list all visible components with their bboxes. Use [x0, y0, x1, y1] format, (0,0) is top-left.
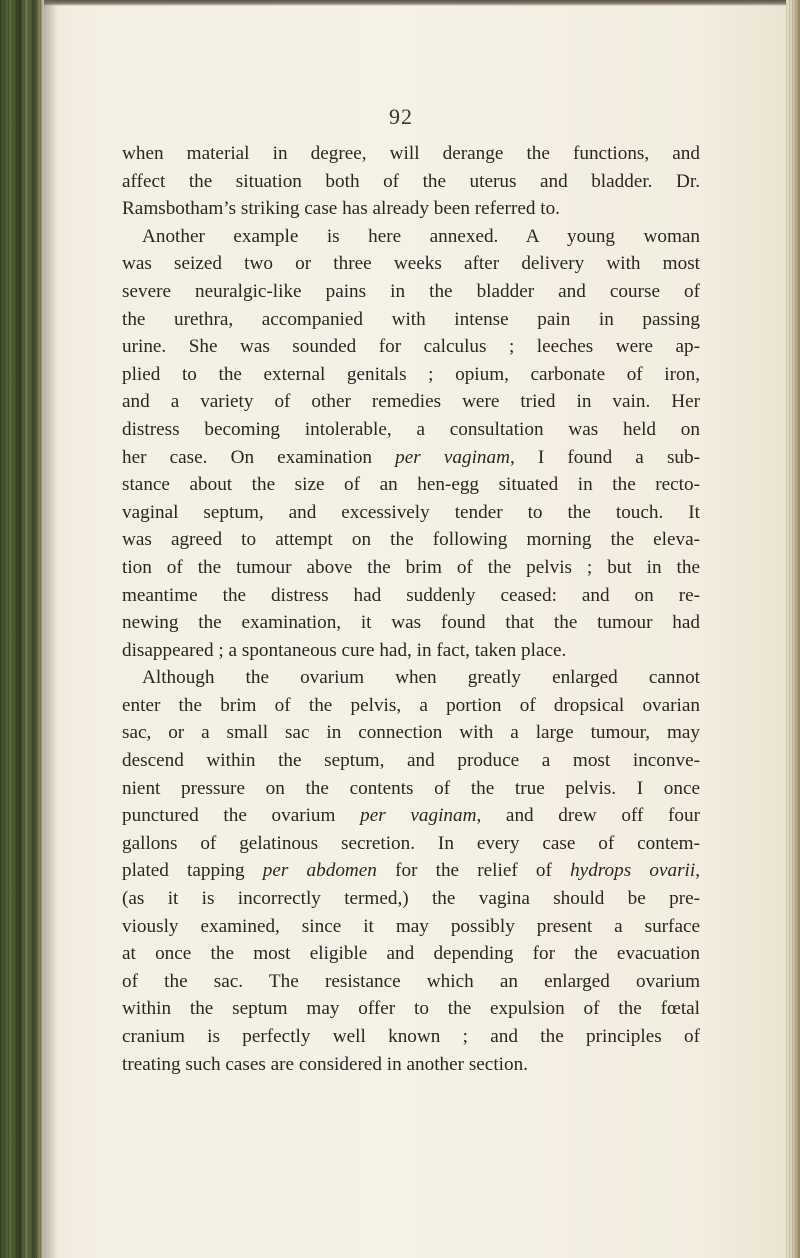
text-line: Although the ovarium when greatly enlarged cannot — [142, 667, 700, 689]
text-line: and a variety of other remedies were tried in vain. Her — [122, 391, 700, 413]
text-line: within the septum may offer to the expulsion of the fœtal — [122, 998, 700, 1020]
text-line: treating such cases are considered in another section. — [122, 1053, 528, 1075]
text-line: stance about the size of an hen-egg situated in the recto- — [122, 474, 700, 496]
text-line: cranium is perfectly well known ; and the principles of — [122, 1026, 700, 1047]
page-stack-edge — [786, 0, 800, 1258]
text-line: viously examined, since it may possibly present a surface — [122, 915, 700, 937]
text-line: her case. On examination per vaginam, I found a sub- — [122, 446, 701, 468]
gutter-shadow — [44, 0, 58, 1258]
text-line: affect the situation both of the uterus and bladder. Dr. — [122, 170, 700, 192]
text-line: Another example is here annexed. A young woman — [142, 225, 700, 247]
book-binding — [0, 0, 44, 1258]
text-line: descend within the septum, and produce a most inconve- — [122, 750, 700, 772]
text-line: disappeared ; a spontaneous cure had, in fact, taken place. — [122, 639, 567, 661]
text-line: enter the brim of the pelvis, a portion of dropsical ovarian — [122, 694, 700, 716]
text-line: distress becoming intolerable, a consultation was held on — [122, 418, 700, 440]
text-line: meantime the distress had suddenly ceased: and on re- — [122, 584, 700, 606]
text-line: sac, or a small sac in connection with a large tumour, may — [122, 722, 700, 744]
text-line: of the sac. The resistance which an enlarged ovarium — [122, 970, 700, 992]
body-text — [122, 140, 700, 1078]
text-line: the urethra, accompanied with intense pain in passing — [122, 308, 700, 330]
text-line: at once the most eligible and depending for the evacuation — [122, 943, 700, 965]
text-line: plied to the external genitals ; opium, carbonate of iron, — [122, 363, 700, 385]
text-line: plated tapping per abdomen for the relief of hydrops ovarii, — [122, 860, 700, 882]
text-line: was seized two or three weeks after delivery with most — [122, 253, 700, 275]
scan-top-edge — [0, 0, 800, 6]
page-number: 92 — [389, 104, 413, 129]
text-line: (as it is incorrectly termed,) the vagina should be pre- — [122, 888, 700, 910]
text-line: gallons of gelatinous secretion. In every case of contem- — [122, 832, 700, 854]
text-line: newing the examination, it was found that the tumour had — [122, 612, 700, 634]
text-line: vaginal septum, and excessively tender to the touch. It — [122, 501, 700, 523]
text-line: Ramsbotham’s striking case has already been referred to. — [122, 198, 560, 220]
text-line: punctured the ovarium per vaginam, and drew off four — [122, 805, 700, 827]
text-line: nient pressure on the contents of the true pelvis. I once — [122, 777, 700, 799]
text-line: severe neuralgic-like pains in the bladder and course of — [122, 280, 700, 302]
text-line: was agreed to attempt on the following morning the eleva- — [122, 529, 700, 551]
text-line: tion of the tumour above the brim of the pelvis ; but in the — [122, 556, 700, 578]
text-line: urine. She was sounded for calculus ; leeches were ap- — [122, 336, 700, 358]
text-line: when material in degree, will derange the functions, and — [122, 143, 700, 164]
